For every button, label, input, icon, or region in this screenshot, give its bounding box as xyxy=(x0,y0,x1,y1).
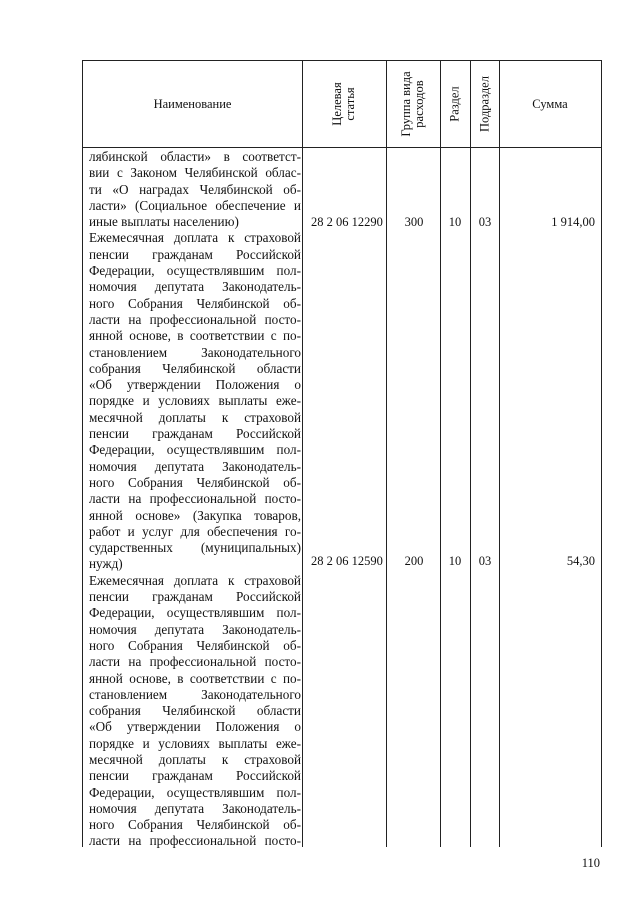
name-text-line: порядке и условиях выплаты еже- xyxy=(89,393,301,409)
header-section: Раздел xyxy=(447,86,462,122)
name-text-line: пенсии гражданам Российской xyxy=(89,589,301,605)
header-expense-group-cell xyxy=(386,61,440,147)
name-text-line: работ и услуг для обеспечения го- xyxy=(89,523,301,539)
row-1-section: 10 xyxy=(448,215,462,229)
column-divider xyxy=(470,61,471,847)
row-1-subsection: 03 xyxy=(478,215,492,229)
name-text-line: нужд) xyxy=(89,556,123,572)
name-text-line: ного Собрания Челябинской об- xyxy=(89,637,301,653)
name-text-line: номочия депутата Законодатель- xyxy=(89,800,301,816)
name-text-line: пенсии гражданам Российской xyxy=(89,426,301,442)
name-text-line: Федерации, осуществлявшим пол- xyxy=(89,605,301,621)
name-text-line: становлением Законодательного xyxy=(89,344,301,360)
column-divider xyxy=(386,61,387,847)
name-text-line: Федерации, осуществлявшим пол- xyxy=(89,442,301,458)
page-number: 110 xyxy=(581,856,600,870)
name-text-line: ласти на профессиональной посто- xyxy=(89,654,301,670)
budget-table xyxy=(82,60,602,847)
row-2-sum: 54,30 xyxy=(566,554,595,568)
header-subsection: Подраздел xyxy=(477,76,491,132)
name-text-line: ного Собрания Челябинской об- xyxy=(89,295,301,311)
column-divider xyxy=(499,61,500,847)
column-divider xyxy=(440,61,441,847)
name-text-line: номочия депутата Законодатель- xyxy=(89,458,301,474)
name-text-line: номочия депутата Законодатель- xyxy=(89,621,301,637)
name-text-line: Федерации, осуществлявшим пол- xyxy=(89,263,301,279)
row-2-section: 10 xyxy=(448,554,462,568)
name-text-line: ласти на профессиональной посто- xyxy=(89,833,301,849)
table-header xyxy=(83,61,601,148)
row-1-sum: 1 914,00 xyxy=(551,215,595,229)
name-text-line: янной основе, в соответствии с по- xyxy=(89,328,301,344)
header-name: Наименование xyxy=(153,97,232,111)
row-2-expense-group: 200 xyxy=(404,554,424,568)
header-section-cell xyxy=(440,61,470,147)
name-text-line: месячной доплаты к страховой xyxy=(89,751,301,767)
name-text-line: ласти на профессиональной посто- xyxy=(89,311,301,327)
header-subsection-cell xyxy=(470,61,499,147)
name-text-line: ного Собрания Челябинской об- xyxy=(89,817,301,833)
name-text-line: сударственных (муниципальных) xyxy=(89,540,301,556)
name-text-line: Ежемесячная доплата к страховой xyxy=(89,230,301,246)
name-text-line: Федерации, осуществлявшим пол- xyxy=(89,784,301,800)
header-target-article-cell xyxy=(302,61,386,147)
header-expense-group: Группа вида расходов xyxy=(399,71,426,137)
name-text-line: собрания Челябинской области xyxy=(89,703,301,719)
name-text-line: Ежемесячная доплата к страховой xyxy=(89,572,301,588)
name-text-line: «Об утверждении Положения о xyxy=(89,377,301,393)
name-text-line: ного Собрания Челябинской об- xyxy=(89,474,301,490)
header-sum-cell xyxy=(499,61,601,147)
row-2-subsection: 03 xyxy=(478,554,492,568)
name-text-line: номочия депутата Законодатель- xyxy=(89,279,301,295)
name-text-line: «Об утверждении Положения о xyxy=(89,719,301,735)
name-text-line: порядке и условиях выплаты еже- xyxy=(89,735,301,751)
name-text-line: вии с Законом Челябинской облас- xyxy=(89,165,301,181)
name-column-text xyxy=(89,149,301,850)
name-text-line: пенсии гражданам Российской xyxy=(89,768,301,784)
name-text-line: иные выплаты населению) xyxy=(89,214,239,230)
row-1-expense-group: 300 xyxy=(404,215,424,229)
header-sum: Сумма xyxy=(532,97,568,111)
name-text-line: ласти» (Социальное обеспечение и xyxy=(89,197,301,213)
name-text-line: лябинской области» в соответст- xyxy=(89,149,301,164)
name-text-line: янной основе» (Закупка товаров, xyxy=(89,507,301,523)
name-text-line: янной основе, в соответствии с по- xyxy=(89,670,301,686)
header-target-article: Целевая статья xyxy=(330,82,357,126)
row-2-target-article: 28 2 06 12590 xyxy=(311,554,383,568)
row-1-target-article: 28 2 06 12290 xyxy=(311,215,383,229)
column-divider xyxy=(302,61,303,847)
name-text-line: месячной доплаты к страховой xyxy=(89,409,301,425)
name-text-line: пенсии гражданам Российской xyxy=(89,246,301,262)
name-text-line: ласти на профессиональной посто- xyxy=(89,491,301,507)
header-name-cell xyxy=(83,61,302,147)
name-text-line: ти «О наградах Челябинской об- xyxy=(89,181,301,197)
name-text-line: собрания Челябинской области xyxy=(89,360,301,376)
name-text-line: становлением Законодательного xyxy=(89,686,301,702)
